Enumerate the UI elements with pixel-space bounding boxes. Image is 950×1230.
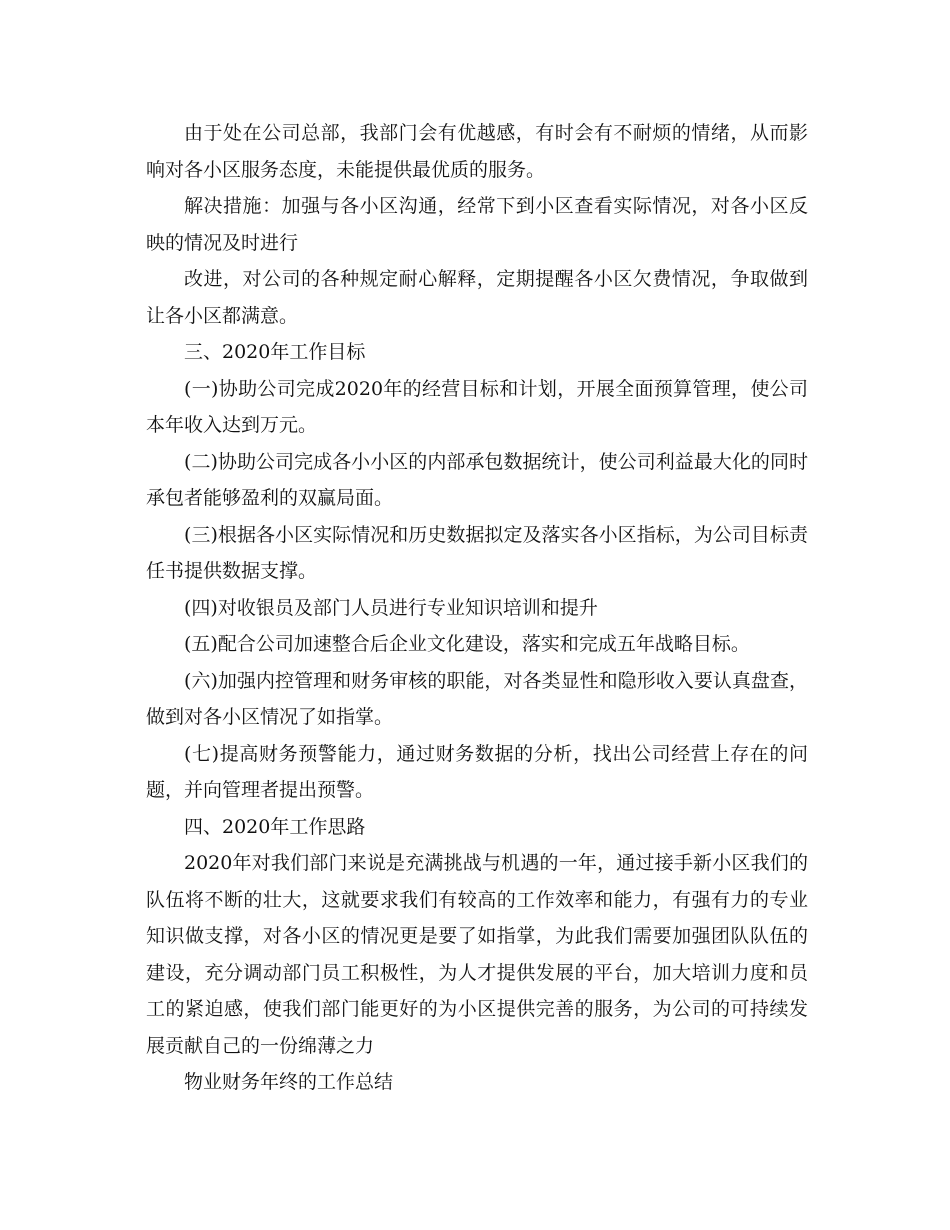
list-item: (七)提高财务预警能力，通过财务数据的分析，找出公司经营上存在的问题，并向管理者提出预警。 bbox=[146, 742, 808, 801]
paragraph: 由于处在公司总部，我部门会有优越感，有时会有不耐烦的情绪，从而影响对各小区服务态度，未能提供最优质的服务。 bbox=[146, 122, 808, 181]
paragraph: 改进，对公司的各种规定耐心解释，定期提醒各小区欠费情况，争取做到让各小区都满意。 bbox=[146, 268, 808, 327]
paragraph: 2020年对我们部门来说是充满挑战与机遇的一年，通过接手新小区我们的队伍将不断的壮大，这就要求我们有较高的工作效率和能力，有强有力的专业知识做支撑，对各小区的情况更是要了如指掌，为此我们需要加强团队队伍的建设，充分调动部门员工积极性，为人才提供发展的平台，加大培训力度和员工的紧迫感，使我们部门能更好的为小区提供完善的服务，为公司的可持续发展贡献自己的一份绵薄之力 bbox=[146, 852, 808, 1057]
list-item: (五)配合公司加速整合后企业文化建设，落实和完成五年战略目标。 bbox=[184, 633, 750, 655]
section-heading: 三、2020年工作目标 bbox=[184, 341, 366, 363]
list-item: (四)对收银员及部门人员进行专业知识培训和提升 bbox=[184, 596, 598, 619]
list-item: (二)协助公司完成各小小区的内部承包数据统计，使公司利益最大化的同时承包者能够盈利的双赢局面。 bbox=[146, 450, 808, 509]
document-body bbox=[146, 115, 808, 1101]
section-heading: 四、2020年工作思路 bbox=[184, 815, 366, 838]
list-item: (一)协助公司完成2020年的经营目标和计划，开展全面预算管理，使公司本年收入达到万元。 bbox=[146, 377, 808, 436]
paragraph: 解决措施：加强与各小区沟通，经常下到小区查看实际情况，对各小区反映的情况及时进行 bbox=[146, 195, 808, 254]
document-title-line: 物业财务年终的工作总结 bbox=[184, 1071, 394, 1093]
list-item: (六)加强内控管理和财务审核的职能，对各类显性和隐形收入要认真盘查，做到对各小区情况了如指掌。 bbox=[146, 669, 808, 728]
list-item: (三)根据各小区实际情况和历史数据拟定及落实各小区指标，为公司目标责任书提供数据支撑。 bbox=[146, 523, 808, 582]
